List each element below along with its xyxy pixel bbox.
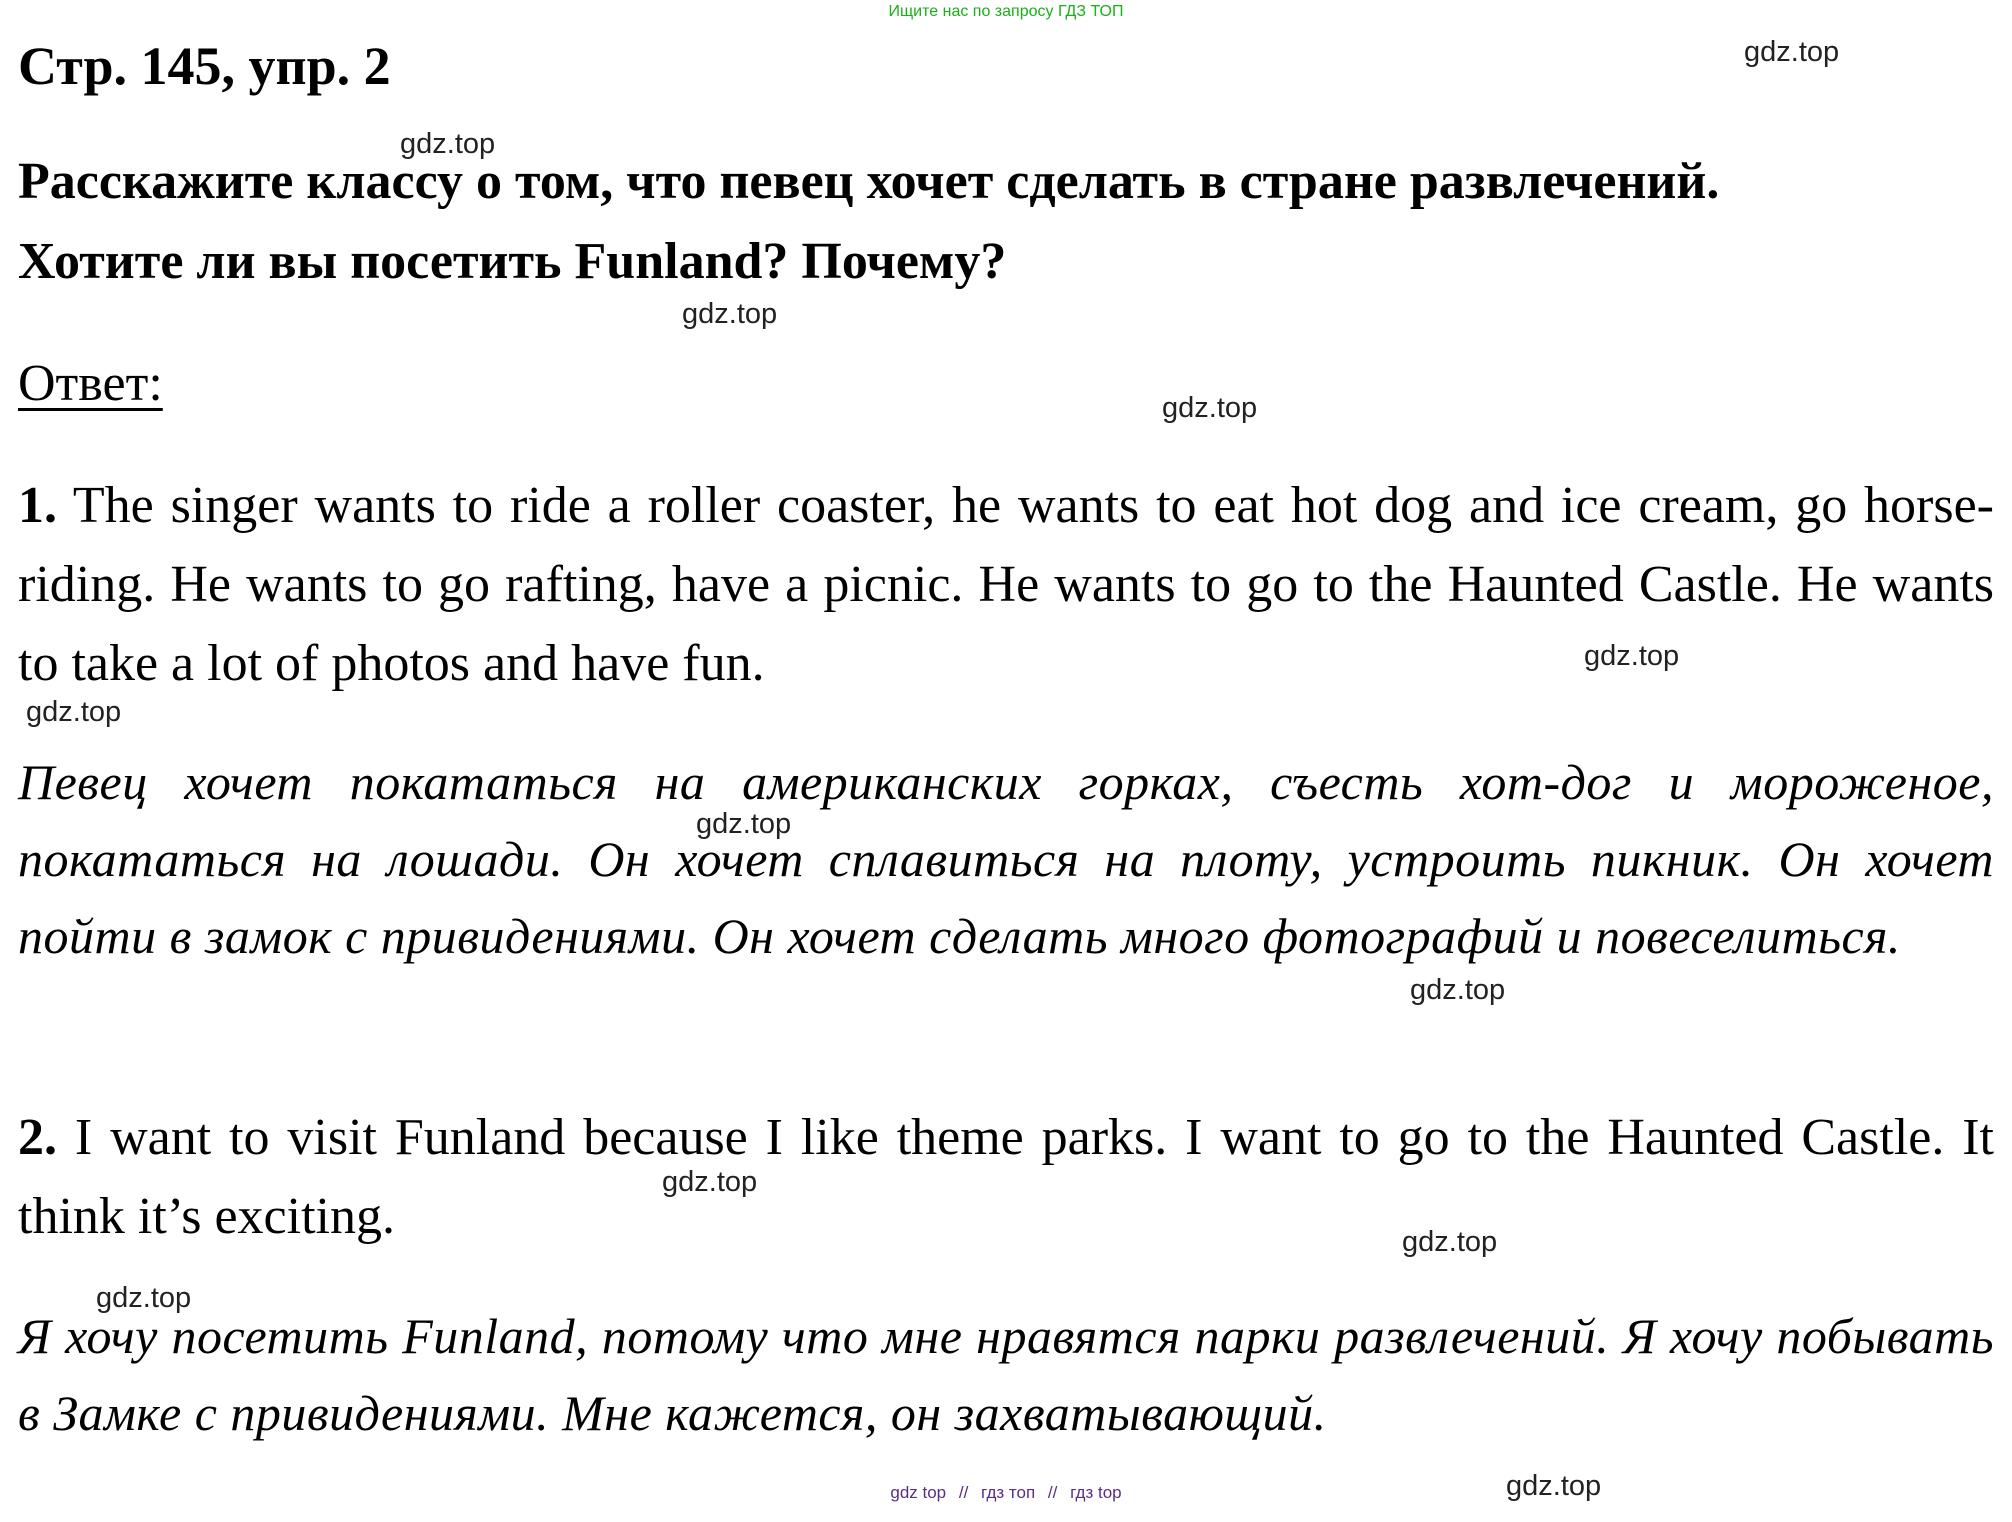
answer-1-russian: Певец хочет покататься на американских горках, съесть хот-дог и мороженое, покататься на лошади. Он хочет сплавиться на плоту, устроить пикник. Он хочет пойти в замок с привидениями. Он хочет сделать много фотографий и повеселиться. — [18, 754, 1994, 964]
task-question-line-1: Расскажите классу о том, что певец хочет сделать в стране развлечений. — [18, 153, 1720, 210]
watermark: gdz.top — [26, 696, 122, 728]
answer-1-english-text: The singer wants to ride a roller coaster, he wants to eat hot dog and ice cream, go horse-riding. He wants to go rafting, have a picnic. He wants to go to the Haunted Castle. He wants to take a lot of photos and have fun. — [18, 477, 1994, 692]
watermark: gdz.top — [1410, 974, 1506, 1006]
answer-2-english — [18, 1098, 1994, 1256]
answer-1-english — [18, 466, 1994, 703]
footer-link-gdz-top-ru[interactable]: гдз топ — [981, 1483, 1036, 1502]
answer-2-russian: Я хочу посетить Funland, потому что мне нравятся парки развлечений. Я хочу побывать в Замке с привидениями. Мне кажется, он захватывающий. — [18, 1308, 1994, 1441]
watermark: gdz.top — [1506, 1470, 1602, 1502]
answer-2-english-text: I want to visit Funland because I like theme parks. I want to go to the Haunted Castle. It think it’s exciting. — [18, 1109, 1994, 1245]
watermark: gdz.top — [662, 1166, 758, 1198]
watermark: gdz.top — [696, 808, 792, 840]
answer-label: Ответ: — [18, 355, 163, 412]
watermark: gdz.top — [96, 1282, 192, 1314]
footer-separator: // — [958, 1483, 969, 1502]
footer-link-gdz-top[interactable]: gdz top — [890, 1483, 947, 1502]
watermark: gdz.top — [1402, 1226, 1498, 1258]
footer-separator: // — [1047, 1483, 1058, 1502]
top-banner[interactable]: Ищите нас по запросу ГДЗ ТОП — [888, 3, 1124, 20]
footer-links — [0, 1482, 2012, 1504]
answer-2-number: 2. — [18, 1109, 57, 1166]
task-question-line-2: Хотите ли вы посетить Funland? Почему? — [18, 233, 1007, 290]
watermark: gdz.top — [1744, 36, 1840, 68]
watermark: gdz.top — [1162, 392, 1258, 424]
watermark: gdz.top — [1584, 640, 1680, 672]
watermark: gdz.top — [682, 298, 778, 330]
page-title: Стр. 145, упр. 2 — [18, 36, 391, 96]
answer-1-number: 1. — [18, 477, 57, 534]
footer-link-gdz-top-mixed[interactable]: гдз top — [1070, 1483, 1122, 1502]
watermark: gdz.top — [400, 128, 496, 160]
